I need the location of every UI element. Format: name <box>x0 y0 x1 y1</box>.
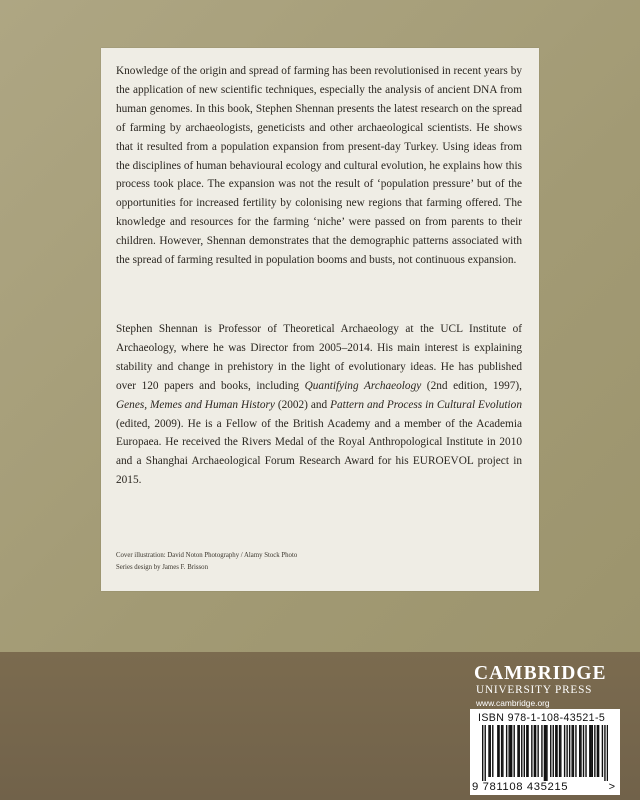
barcode-bar <box>575 725 576 777</box>
barcode-bar <box>517 725 518 777</box>
barcode-bar <box>589 725 590 777</box>
barcode-bar <box>510 725 511 777</box>
bio-text-2: (2nd edition, 1997), <box>421 379 522 392</box>
bio-text-4: (edited, 2009). He is a Fellow of the British Academy and a member of the Academia Europaea. He received the Rivers Medal of the Royal Anthropological Institute in 2010 and a Shanghai Archaeological Forum Research Award for his EUROEVOL project in 2015. <box>116 417 522 487</box>
barcode-bar <box>521 725 522 777</box>
barcode-bar <box>607 725 608 781</box>
author-bio <box>116 320 522 490</box>
barcode-bar <box>501 725 502 777</box>
barcode-bar <box>485 725 486 781</box>
barcode-bar <box>555 725 556 777</box>
isbn-label: ISBN 978-1-108-43521-5 <box>478 712 606 724</box>
publisher-logo <box>474 663 607 708</box>
barcode-bar <box>573 725 574 777</box>
barcode-block <box>470 709 620 795</box>
book-title-pattern: Pattern and Process in Cultural Evolution <box>330 398 522 411</box>
barcode-bar <box>602 725 603 777</box>
barcode-bar <box>524 725 525 777</box>
barcode-bar <box>598 725 599 777</box>
barcode-bar <box>592 725 593 777</box>
barcode-bar <box>550 725 551 777</box>
series-credit: Series design by James F. Brisson <box>116 563 208 571</box>
publisher-name: CAMBRIDGE <box>474 663 607 684</box>
barcode-bar <box>571 725 572 777</box>
barcode-bar <box>527 725 528 777</box>
barcode-bar <box>569 725 570 777</box>
barcode-bar <box>490 725 491 777</box>
barcode-bar <box>556 725 557 777</box>
barcode-bar <box>579 725 580 777</box>
book-title-quantifying: Quantifying Archaeology <box>304 379 422 392</box>
barcode-bar <box>506 725 507 777</box>
barcode-bar <box>583 725 584 777</box>
barcode-bar <box>545 725 546 781</box>
cover-credit: Cover illustration: David Noton Photography / Alamy Stock Photo <box>116 552 298 559</box>
credits <box>116 550 516 573</box>
text-panel <box>101 48 539 591</box>
barcode-bars <box>482 725 608 781</box>
bio-text-1: Stephen Shennan is Professor of Theoretical Archaeology at the UCL Institute of Archaeology, where he was Director from 2005–2014. His main interest is explaining stability and change in prehistory in the light of evolutionary ideas. He has published over 120 papers and books, including <box>116 323 522 392</box>
barcode-bar <box>502 725 503 777</box>
barcode-bar <box>492 725 493 777</box>
barcode-bar <box>585 725 586 777</box>
publisher-url: www.cambridge.org <box>476 698 550 708</box>
barcode-bar <box>531 725 532 777</box>
barcode-number: 9 781108 435215 <box>472 781 569 793</box>
bio-text-3: (2002) and <box>274 398 331 411</box>
barcode-bar <box>594 725 595 777</box>
barcode-bar <box>514 725 515 777</box>
book-blurb: Knowledge of the origin and spread of farming has been revolutionised in recent years by the application of new scientific techniques, especially the analysis of ancient DNA from human genomes. In this book, Stephen Shennan presents the latest research on the spread of farming by archaeologists, geneticists and other archaeological scientists. He shows that it resulted from a population expansion from present-day Turkey. Using ideas from the disciplines of human behavioural ecology and cultural evolution, he explains how this process took place. The expansion was not the result of ‘population pressure’ but of the opportunities for increased fertility by colonising new regions that farming offered. The knowledge and resources for the farming ‘niche’ were passed on from parents to their children. However, Shennan demonstrates that the demographic patterns associated with the spread of farming resulted in population booms and busts, not continuous expansion. <box>116 65 522 267</box>
barcode-bar <box>544 725 545 781</box>
book-title-genes: Genes, Memes and Human History <box>116 398 275 411</box>
barcode-bar <box>488 725 489 777</box>
barcode-bar <box>482 725 483 781</box>
barcode-bar <box>537 725 538 777</box>
barcode-bar <box>546 725 547 781</box>
barcode-bar <box>541 725 542 777</box>
barcode-bar <box>511 725 512 777</box>
barcode-bar <box>526 725 527 777</box>
barcode-bar <box>560 725 561 777</box>
barcode-bar <box>519 725 520 777</box>
barcode-bar <box>580 725 581 777</box>
barcode-bar <box>508 725 509 777</box>
barcode-bar <box>564 725 565 777</box>
barcode-bar <box>535 725 536 777</box>
barcode-bar <box>553 725 554 777</box>
barcode-bar <box>498 725 499 777</box>
barcode-bar <box>497 725 498 777</box>
publisher-press: UNIVERSITY PRESS <box>476 684 593 696</box>
barcode-bar <box>597 725 598 777</box>
barcode-bar <box>559 725 560 777</box>
barcode-bar <box>604 725 605 781</box>
barcode-bar <box>590 725 591 777</box>
barcode-bar <box>534 725 535 777</box>
barcode-arrow: > <box>608 781 615 793</box>
barcode-bar <box>566 725 567 777</box>
